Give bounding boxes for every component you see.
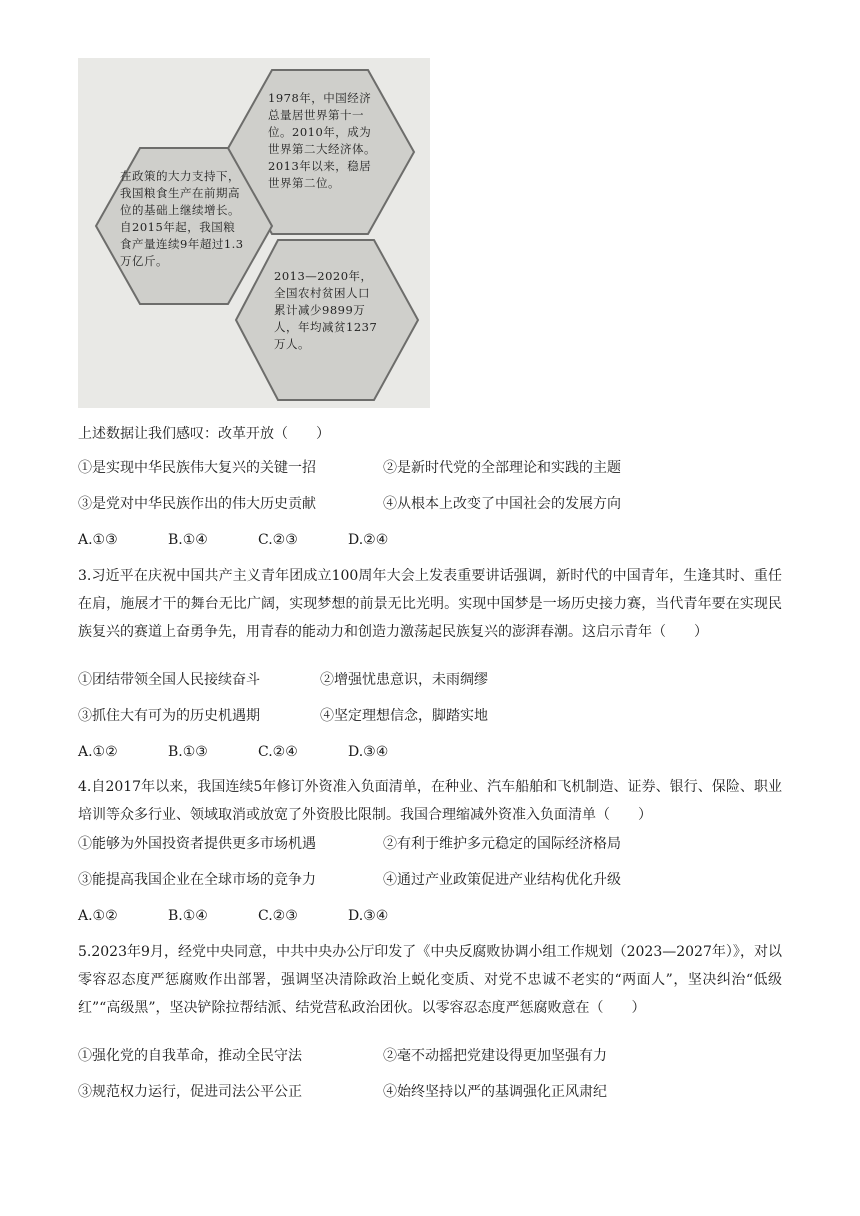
q5-item-3: ③规范权力运行，促进司法公平公正	[78, 1084, 302, 1100]
q4-item-4: ④通过产业政策促进产业结构优化升级	[383, 872, 621, 888]
q4-item-2: ②有利于维护多元稳定的国际经济格局	[383, 836, 621, 852]
q3-choice-a: A.①②	[78, 744, 118, 760]
q2-item-1: ①是实现中华民族伟大复兴的关键一招	[78, 460, 316, 476]
q2-item-4: ④从根本上改变了中国社会的发展方向	[383, 496, 621, 512]
q3-item-4: ④坚定理想信念，脚踏实地	[320, 708, 488, 724]
q3-item-2: ②增强忧患意识，未雨绸缪	[320, 672, 488, 688]
q2-choice-c: C.②③	[258, 532, 298, 548]
q4-choice-d: D.③④	[348, 908, 389, 924]
q5-stem: 5.2023年9月，经党中央同意，中共中央办公厅印发了《中央反腐败协调小组工作规划（2023—2027年）》，对以零容忍态度严惩腐败作出部署，强调坚决清除政治上蜕化变质、对党不忠诚不老实的“两面人”，坚决纠治“低级红”“高级黑”，坚决铲除拉帮结派、结党营私政治团伙。以零容忍态度严惩腐败意在（ ）	[78, 944, 782, 1016]
q4-choice-b: B.①④	[168, 908, 208, 924]
q2-item-2: ②是新时代党的全部理论和实践的主题	[383, 460, 621, 476]
q3-choice-b: B.①③	[168, 744, 208, 760]
q5-item-4: ④始终坚持以严的基调强化正风肃纪	[383, 1084, 607, 1100]
q4-choice-c: C.②③	[258, 908, 298, 924]
hexagon-figure	[78, 58, 430, 408]
hex-text-left: 在政策的大力支持下，我国粮食生产在前期高位的基础上继续增长。自2015年起，我国粮食产量连续9年超过1.3万亿斤。	[120, 169, 244, 268]
q3-item-3: ③抓住大有可为的历史机遇期	[78, 708, 260, 724]
q2-stem: 上述数据让我们感叹：改革开放（ ）	[78, 426, 330, 442]
q5-item-1: ①强化党的自我革命，推动全民守法	[78, 1048, 302, 1064]
q3-choice-c: C.②④	[258, 744, 298, 760]
q4-choice-a: A.①②	[78, 908, 118, 924]
q2-choice-d: D.②④	[348, 532, 389, 548]
q2-item-3: ③是党对中华民族作出的伟大历史贡献	[78, 496, 316, 512]
q3-choice-d: D.③④	[348, 744, 389, 760]
hex-text-bottom-right: 2013—2020年，全国农村贫困人口累计减少9899万人，年均减贫1237万人。	[274, 269, 378, 351]
q3-item-1: ①团结带领全国人民接续奋斗	[78, 672, 260, 688]
q3-stem: 3.习近平在庆祝中国共产主义青年团成立100周年大会上发表重要讲话强调，新时代的中国青年，生逢其时、重任在肩，施展才干的舞台无比广阔，实现梦想的前景无比光明。实现中国梦是一场历史接力赛，当代青年要在实现民族复兴的赛道上奋勇争先，用青春的能动力和创造力激荡起民族复兴的澎湃春潮。这启示青年（ ）	[78, 568, 782, 640]
q4-item-1: ①能够为外国投资者提供更多市场机遇	[78, 836, 316, 852]
q5-item-2: ②毫不动摇把党建设得更加坚强有力	[383, 1048, 607, 1064]
q2-choice-a: A.①③	[78, 532, 118, 548]
hex-text-top-right: 1978年，中国经济总量居世界第十一位。2010年，成为世界第二大经济体。2013年以来，稳居世界第二位。	[268, 91, 376, 190]
q4-item-3: ③能提高我国企业在全球市场的竞争力	[78, 872, 316, 888]
q4-stem: 4.自2017年以来，我国连续5年修订外资准入负面清单，在种业、汽车船舶和飞机制造、证券、银行、保险、职业培训等众多行业、领域取消或放宽了外资股比限制。我国合理缩减外资准入负面清单（ ）	[78, 779, 782, 823]
q2-choice-b: B.①④	[168, 532, 208, 548]
